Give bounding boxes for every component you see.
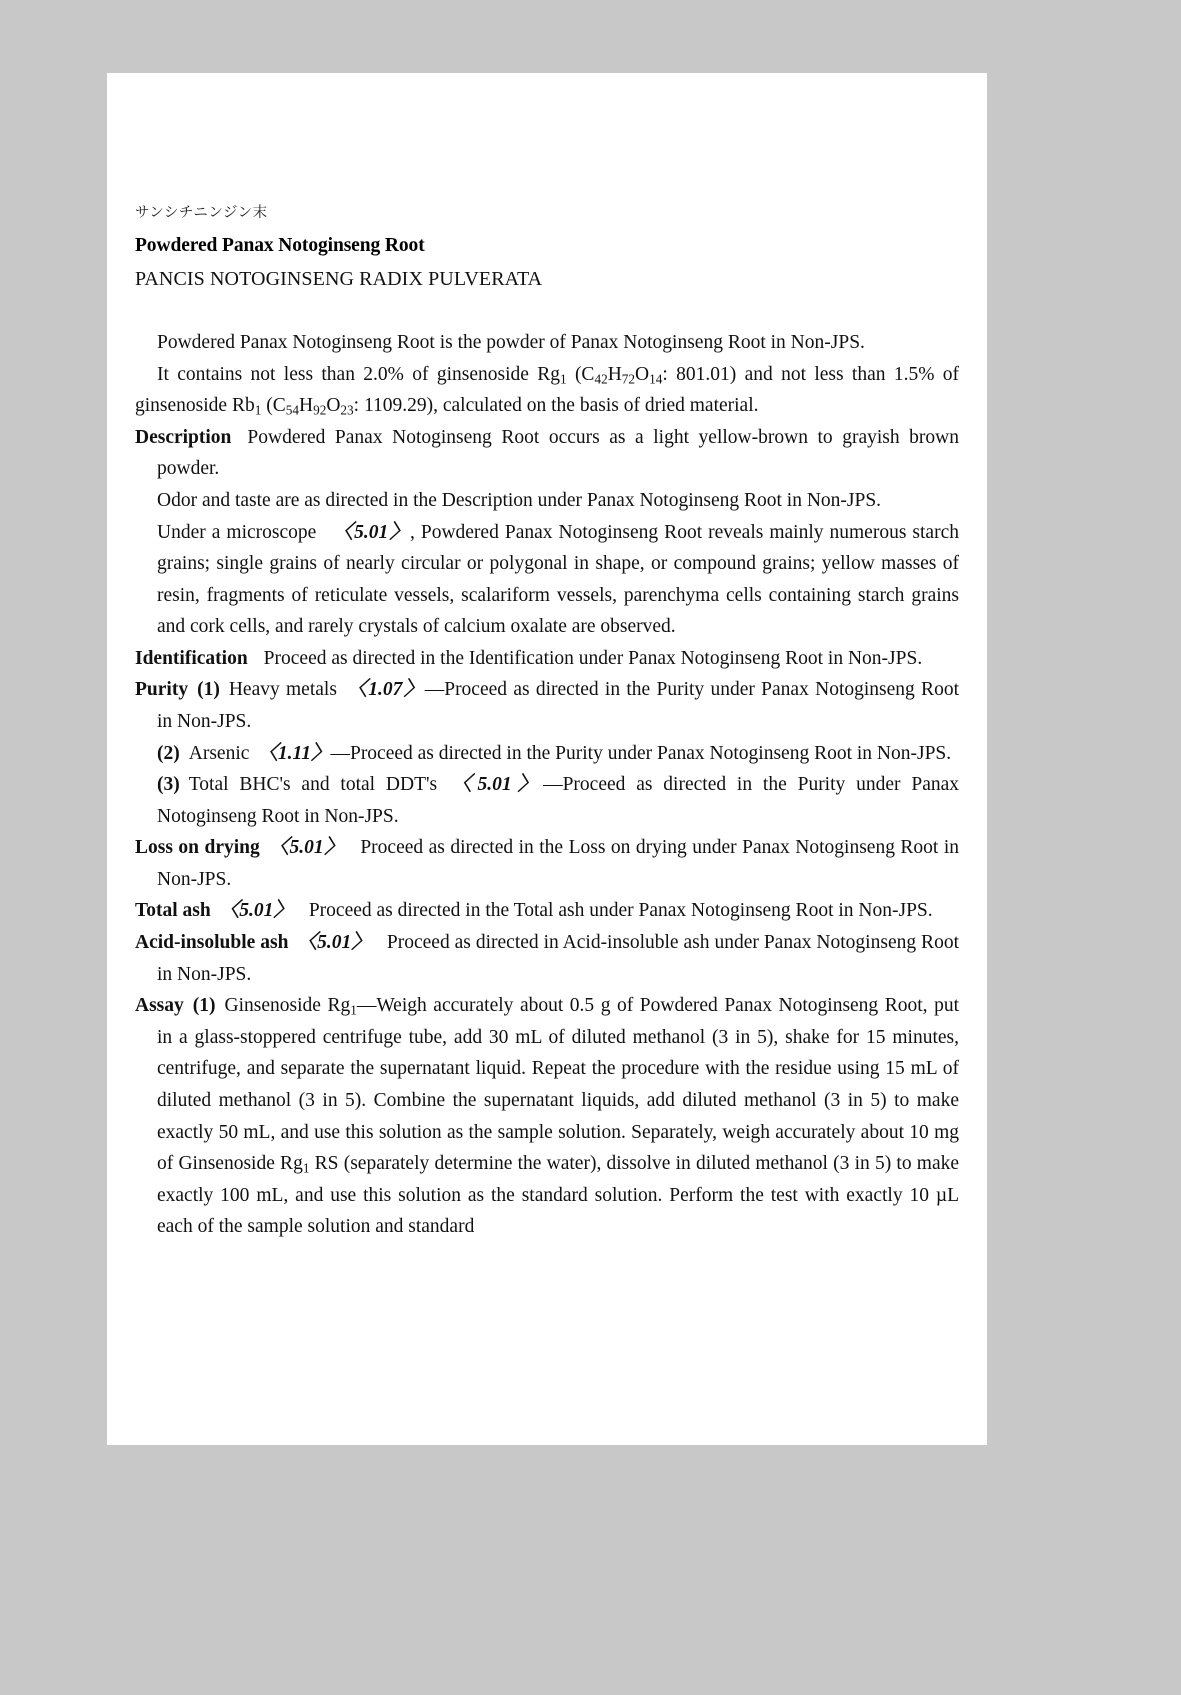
loss-on-drying-label: Loss on drying (135, 837, 260, 859)
rb1-subscript: 1 (254, 402, 262, 418)
purity-item3-number: (3) (157, 774, 180, 796)
assay-label: Assay (135, 995, 184, 1017)
total-ash-label: Total ash (135, 900, 211, 922)
total-ash-text: Proceed as directed in the Total ash under Panax Notoginseng Root in Non-JPS. (308, 900, 933, 922)
section-acid-insoluble-ash (135, 927, 959, 990)
purity-label: Purity (135, 679, 189, 701)
assay-rg1-rs-subscript: 1 (302, 1160, 310, 1176)
loss-on-drying-text: Proceed as directed in the Loss on drying under Panax Notoginseng Root in Non-JPS. (157, 837, 959, 890)
section-purity-item-1 (135, 674, 959, 737)
reference-5-01-purity: 〈5.01〉 (446, 774, 544, 796)
formula1-h-subscript: 72 (621, 371, 636, 387)
acid-insoluble-ash-label: Acid-insoluble ash (135, 932, 289, 954)
section-purity-item-3 (135, 769, 959, 832)
reference-5-01-total-ash: 〈5.01〉 (219, 900, 293, 922)
page-content (135, 73, 959, 1243)
section-identification (135, 643, 959, 675)
formula2-h-subscript: 92 (313, 402, 327, 418)
definition-paragraph: Powdered Panax Notoginseng Root is the powder of Panax Notoginseng Root in Non-JPS. (157, 332, 865, 354)
acid-insoluble-ash-text: Proceed as directed in Acid-insoluble ash under Panax Notoginseng Root in Non-JPS. (157, 932, 959, 985)
description-label: Description (135, 426, 232, 448)
identification-label: Identification (135, 647, 248, 669)
assay-item1-text-a: —Weigh accurately about 0.5 g of Powdered Panax Notoginseng Root, put in a glass-stoppered centrifuge tube, add 30 mL of diluted methanol (3 in 5), shake for 15 minutes, centrifuge, and separate the supernatant liquid. Repeat the procedure with the residue using 15 mL of diluted methanol (3 in 5). Combine the supernatant liquids, add diluted methanol (3 in 5) to make exactly 50 mL, and use this solution as the sample solution. Separately, weigh accurately about 10 mg of Ginsenoside Rg (157, 995, 959, 1175)
identification-text: Proceed as directed in the Identification under Panax Notoginseng Root in Non-JPS. (263, 647, 923, 669)
reference-5-01-acid-ash: 〈5.01〉 (297, 932, 371, 954)
purity-item1-name: Heavy metals (228, 679, 337, 701)
formula1-o-subscript: 14 (649, 371, 663, 387)
purity-item3-text: —Proceed as directed in the Purity under Panax Notoginseng Root in Non-JPS. (157, 774, 960, 827)
reference-1-11: 〈1.11〉 (258, 742, 331, 764)
purity-item3-name: Total BHC's and total DDT's (188, 774, 438, 796)
kana-title: サンシチニンジン末 (135, 205, 268, 221)
reference-1-07: 〈1.07〉 (345, 679, 425, 701)
assay-item1-number: (1) (192, 995, 216, 1017)
description-microscope-paragraph: Under a microscope 〈5.01〉, Powdered Panax Notoginseng Root reveals mainly numerous starch grains; single grains of nearly circular or polygonal in shape, or compound grains; yellow masses of resin, fragments of reticulate vessels, scalariform vessels, parenchyma cells containing starch grains and cork cells, and rarely crystals of calcium oxalate are observed. (157, 521, 959, 638)
section-loss-on-drying (135, 832, 959, 895)
monograph-body (135, 327, 959, 1243)
description-odor-paragraph: Odor and taste are as directed in the Description under Panax Notoginseng Root in Non-JPS. (157, 489, 882, 511)
section-assay (135, 990, 959, 1243)
document-page (107, 73, 987, 1445)
assay-rg1-subscript: 1 (350, 1002, 357, 1018)
reference-5-01: 〈5.01〉 (332, 521, 410, 543)
formula2-c-subscript: 54 (285, 402, 299, 418)
formula1-c-subscript: 42 (594, 371, 608, 387)
section-description (135, 422, 959, 485)
purity-item1-text: —Proceed as directed in the Purity under Panax Notoginseng Root in Non-JPS. (157, 679, 959, 732)
formula2-o-subscript: 23 (340, 402, 354, 418)
section-total-ash (135, 895, 959, 927)
rg1-subscript: 1 (559, 371, 567, 387)
purity-item1-number: (1) (197, 679, 220, 701)
content-limits-paragraph: It contains not less than 2.0% of ginsenoside $Rg_1$ ($C_{42}H_{72}O_{14}$: 801.01) and not less than 1.5% of ginsenoside $Rb_1$ ($C_{54}H_{92}O_{23}$: 1109.29), calculated on the basis of dried material. (135, 363, 960, 418)
purity-item2-name: Arsenic (188, 742, 250, 764)
reference-5-01-loss: 〈5.01〉 (268, 837, 345, 859)
page-title: Powdered Panax Notoginseng Root (135, 234, 425, 256)
assay-item1-name: Ginsenoside Rg (224, 995, 351, 1017)
description-text: Powdered Panax Notoginseng Root occurs as a light yellow-brown to grayish brown powder. (157, 426, 959, 480)
purity-item2-number: (2) (157, 742, 180, 764)
latin-title: PANCIS NOTOGINSENG RADIX PULVERATA (135, 268, 543, 291)
purity-item2-text: —Proceed as directed in the Purity under Panax Notoginseng Root in Non-JPS. (330, 742, 952, 764)
section-purity-item-2 (135, 738, 959, 770)
assay-item1-text-b: RS (separately determine the water), dissolve in diluted methanol (3 in 5) to make exactly 100 mL, and use this solution as the standard solution. Perform the test with exactly 10 µL each of the sample solution and standard (157, 1153, 960, 1238)
